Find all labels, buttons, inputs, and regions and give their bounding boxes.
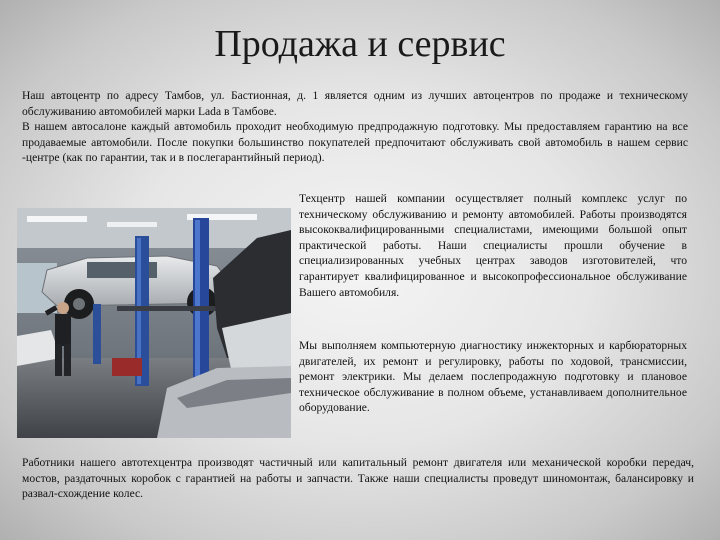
repairs-paragraph: Работники нашего автотехцентра производят частичный или капитальный ремонт двигателя или механической коробки передач, мостов, раздаточных коробок с гарантией на работы и запчасти. Также наши специалисты проведут шиномонтаж, балансировку и развал-схождение колес.	[22, 456, 694, 501]
intro-paragraph-1: Наш автоцентр по адресу Тамбов, ул. Бастионная, д. 1 является одним из лучших автоцентров по продаже и техническому обслуживанию автомобилей марки Lada в Тамбове.	[22, 89, 688, 118]
slide-title: Продажа и сервис	[214, 23, 506, 65]
service-center-paragraph: Техцентр нашей компании осуществляет полный комплекс услуг по техническому обслуживанию и ремонту автомобилей. Работы производятся высококвалифицированными специалистами, имеющими большой опыт практической работы. Наши специалисты прошли обучение в специализированных учебных центрах заводов изготовителей, что гарантирует квалифицированное и высокопрофессиональное обслуживание Вашего автомобиля.	[299, 192, 687, 299]
intro-text-block	[22, 88, 688, 166]
service-workshop-photo	[17, 208, 291, 438]
intro-paragraph-2: В нашем автосалоне каждый автомобиль проходит необходимую предпродажную подготовку. Мы предоставляем гарантию на все продаваемые автомобили. После покупки большинство покупателей предпочитают обслуживать свой автомобиль в нашем сервис -центре (как по гарантии, так и в послегарантийный период).	[22, 120, 688, 165]
diagnostics-paragraph: Мы выполняем компьютерную диагностику инжекторных и карбюраторных двигателей, их ремонт и регулировку, работы по ходовой, трансмиссии, ремонт электрики. Мы делаем послепродажную подготовку и плановое техническое обслуживание в полном объеме, устанавливаем дополнительное оборудование.	[299, 339, 687, 415]
